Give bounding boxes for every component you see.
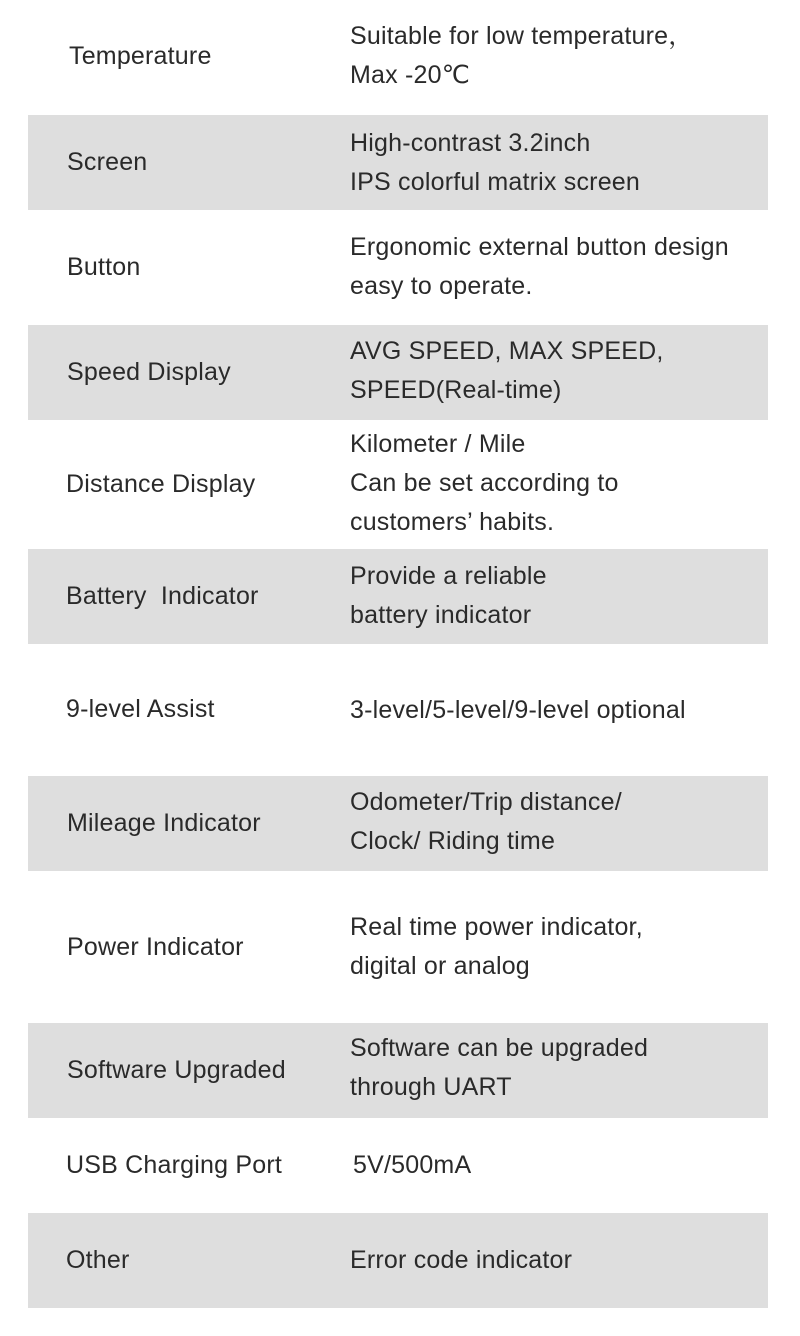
spec-label: 9-level Assist — [66, 694, 215, 723]
spec-label: Power Indicator — [67, 932, 244, 961]
spec-value-line: High-contrast 3.2inch — [350, 128, 591, 157]
spec-row-distance-display — [28, 420, 768, 549]
spec-value-line: Suitable for low temperature， — [350, 21, 694, 50]
spec-value — [350, 0, 768, 113]
spec-value-line: 5V/500mA — [353, 1151, 472, 1179]
spec-value-line: IPS colorful matrix screen — [350, 167, 641, 196]
spec-label: Button — [67, 253, 141, 281]
spec-value-line: Clock/ Riding time — [350, 826, 556, 855]
spec-value-line: easy to operate. — [350, 271, 533, 300]
spec-table — [28, 0, 768, 1336]
spec-value — [350, 549, 768, 644]
spec-row-mileage-indicator — [28, 776, 768, 871]
spec-value — [350, 644, 768, 776]
spec-row-button — [28, 210, 768, 325]
spec-value-line: Error code indicator — [350, 1246, 573, 1274]
spec-value-line: 3-level/5-level/9-level optional — [350, 695, 686, 724]
spec-label: Speed Display — [67, 358, 231, 386]
spec-value — [350, 325, 768, 420]
spec-value — [353, 1118, 771, 1213]
spec-value-line: Kilometer / Mile — [350, 430, 526, 458]
spec-value — [350, 115, 768, 210]
spec-row-other — [28, 1213, 768, 1308]
spec-value-line: through UART — [350, 1072, 512, 1101]
spec-row-temperature — [28, 0, 768, 113]
spec-value — [350, 1213, 768, 1308]
spec-row-screen — [28, 115, 768, 210]
spec-label: Battery Indicator — [66, 582, 259, 610]
spec-value-line: Max -20℃ — [350, 60, 470, 89]
spec-row-usb-charging-port — [28, 1118, 768, 1213]
spec-value-line: digital or analog — [350, 952, 530, 980]
spec-row-speed-display — [28, 325, 768, 420]
spec-value-line: SPEED(Real-time) — [350, 375, 562, 404]
spec-value-line: Real time power indicator, — [350, 913, 643, 941]
spec-value-line: Provide a reliable — [350, 561, 547, 590]
spec-value-line: Ergonomic external button design — [350, 232, 729, 261]
spec-label: Other — [66, 1246, 130, 1274]
spec-label: Mileage Indicator — [67, 809, 261, 837]
spec-value — [350, 871, 768, 1023]
spec-label: Temperature — [69, 42, 212, 70]
spec-value-line: Odometer/Trip distance/ — [350, 787, 622, 816]
spec-value — [350, 420, 768, 549]
spec-value-line: battery indicator — [350, 600, 532, 629]
spec-label: Distance Display — [66, 470, 256, 498]
spec-value-line: Can be set according to — [350, 469, 619, 497]
spec-row-9-level-assist — [28, 644, 768, 776]
spec-row-power-indicator — [28, 871, 768, 1023]
spec-value-line: AVG SPEED, MAX SPEED, — [350, 336, 664, 365]
spec-value — [350, 210, 768, 325]
spec-value — [350, 776, 768, 871]
spec-value-line: customers’ habits. — [350, 508, 555, 536]
spec-label: Screen — [67, 148, 148, 176]
spec-row-battery-indicator — [28, 549, 768, 644]
spec-value-line: Software can be upgraded — [350, 1033, 649, 1062]
spec-row-software-upgraded — [28, 1023, 768, 1118]
spec-label: USB Charging Port — [66, 1151, 282, 1179]
spec-value — [350, 1023, 768, 1118]
spec-label: Software Upgraded — [67, 1056, 286, 1084]
